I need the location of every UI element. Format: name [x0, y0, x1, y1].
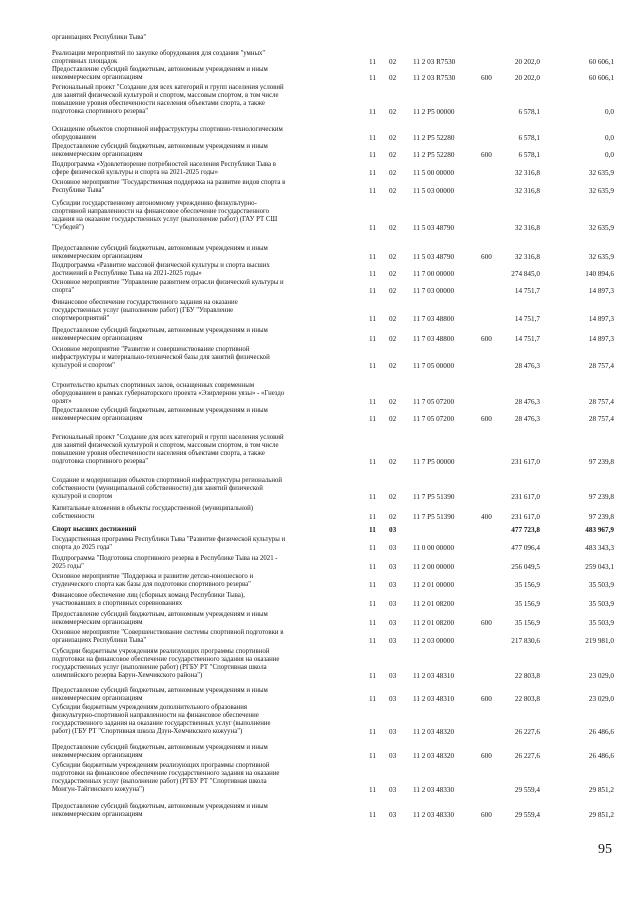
vid-raskhodov-cell: 600 [481, 811, 492, 819]
razdel-cell: 11 [369, 74, 376, 82]
page-number: 95 [598, 842, 612, 857]
amount-year-1-cell: 29 559,4 [514, 786, 540, 794]
tselevaya-statya-cell: 11 2 01 08200 [413, 600, 455, 608]
amount-year-1-cell: 35 156,9 [514, 619, 540, 627]
tselevaya-statya-cell: 11 7 05 07200 [413, 398, 455, 406]
row-description: Предоставление субсидий бюджетным, автономным учреждениям и иным некоммерческим организациям [52, 611, 268, 626]
amount-year-1-cell: 217 830,6 [511, 637, 540, 645]
podrazdel-cell: 02 [389, 270, 397, 278]
amount-year-2-cell: 32 635,9 [588, 187, 614, 195]
amount-year-1-cell: 14 751,7 [514, 315, 540, 323]
amount-year-2-cell: 29 851,2 [588, 811, 614, 819]
amount-year-2-cell: 219 981,0 [585, 637, 614, 645]
tselevaya-statya-cell: 11 5 03 48790 [413, 253, 455, 261]
tselevaya-statya-cell: 11 2 01 00000 [413, 581, 455, 589]
podrazdel-cell: 02 [389, 398, 397, 406]
amount-year-1-cell: 26 227,6 [514, 752, 540, 760]
tselevaya-statya-cell: 11 2 00 00000 [413, 563, 455, 571]
amount-year-2-cell: 32 635,9 [588, 169, 614, 177]
row-description: Субсидии бюджетным учреждениям реализующих программы спортивной подготовки на финансовое обеспечение государственного задания на оказание государственных услуг (выполнение работ) (РГБУ РТ "Спортивная школа Монгун-Тайгинского кожууна") [52, 762, 280, 793]
razdel-cell: 11 [369, 415, 376, 423]
tselevaya-statya-cell: 11 2 03 48310 [413, 672, 455, 680]
razdel-cell: 11 [369, 513, 376, 521]
podrazdel-cell: 03 [389, 811, 397, 819]
razdel-cell: 11 [369, 752, 376, 760]
razdel-cell: 11 [369, 811, 376, 819]
amount-year-1-cell: 6 578,1 [518, 151, 540, 159]
tselevaya-statya-cell: 11 2 03 48310 [413, 695, 455, 703]
tselevaya-statya-cell: 11 7 P5 51390 [413, 513, 455, 521]
amount-year-1-cell: 274 845,0 [511, 270, 540, 278]
amount-year-2-cell: 35 503,9 [588, 600, 614, 608]
podrazdel-cell: 02 [389, 224, 397, 232]
row-description: Предоставление субсидий бюджетным, автономным учреждениям и иным некоммерческим организациям [52, 687, 268, 702]
tselevaya-statya-cell: 11 2 P5 52280 [413, 134, 455, 142]
razdel-cell: 11 [369, 108, 376, 116]
podrazdel-cell: 02 [389, 74, 397, 82]
amount-year-2-cell: 259 043,1 [585, 563, 614, 571]
razdel-cell: 11 [369, 786, 376, 794]
razdel-cell: 11 [369, 728, 376, 736]
amount-year-2-cell: 32 635,9 [588, 253, 614, 261]
amount-year-1-cell: 32 316,8 [514, 187, 540, 195]
row-description: Создание и модернизация объектов спортивной инфраструктуры региональной собственности (муниципальной собственности) для занятий физической культурой и спортом [52, 477, 283, 500]
podrazdel-cell: 03 [389, 728, 397, 736]
podrazdel-cell: 03 [389, 637, 397, 645]
amount-year-1-cell: 32 316,8 [514, 224, 540, 232]
row-description: Подпрограмма «Развитие массовой физической культуры и спорта высших достижений в Республике Тыва на 2021-2025 годы» [52, 262, 270, 277]
row-description: Основное мероприятие "Совершенствование системы спортивной подготовки в организациях Республики Тыва" [52, 629, 284, 644]
amount-year-2-cell: 483 967,9 [585, 526, 614, 534]
row-description: Финансовое обеспечение государственного задания на оказание государственных услуг (выполнение работ) (ГБУ "Управление спортмероприятий" [52, 299, 238, 322]
amount-year-2-cell: 28 757,4 [588, 362, 614, 370]
tselevaya-statya-cell: 11 7 03 00000 [413, 287, 455, 295]
amount-year-1-cell: 29 559,4 [514, 811, 540, 819]
razdel-cell: 11 [369, 187, 376, 195]
razdel-cell: 11 [369, 224, 376, 232]
amount-year-1-cell: 22 803,8 [514, 695, 540, 703]
tselevaya-statya-cell: 11 2 P5 00000 [413, 108, 455, 116]
row-description: Предоставление субсидий бюджетным, автономным учреждениям и иным некоммерческим организациям [52, 327, 268, 342]
podrazdel-cell: 03 [389, 786, 397, 794]
razdel-cell: 11 [369, 544, 376, 552]
vid-raskhodov-cell: 600 [481, 74, 492, 82]
row-description: Предоставление субсидий бюджетным, автономным учреждениям и иным некоммерческим организациям [52, 744, 268, 759]
podrazdel-cell: 02 [389, 169, 397, 177]
vid-raskhodov-cell: 600 [481, 253, 492, 261]
row-description: Основное мероприятие "Поддержка и развитие детско-юношеского и студенческого спорта как базы для подготовки спортивного резерва" [52, 573, 254, 588]
podrazdel-cell: 02 [389, 187, 397, 195]
amount-year-2-cell: 35 503,9 [588, 581, 614, 589]
amount-year-1-cell: 477 723,8 [511, 526, 540, 534]
amount-year-2-cell: 26 486,6 [588, 728, 614, 736]
amount-year-1-cell: 28 476,3 [514, 415, 540, 423]
amount-year-1-cell: 14 751,7 [514, 335, 540, 343]
podrazdel-cell: 02 [389, 415, 397, 423]
amount-year-2-cell: 28 757,4 [588, 415, 614, 423]
amount-year-2-cell: 28 757,4 [588, 398, 614, 406]
podrazdel-cell: 03 [389, 672, 397, 680]
amount-year-1-cell: 28 476,3 [514, 362, 540, 370]
podrazdel-cell: 02 [389, 287, 397, 295]
amount-year-2-cell: 140 894,6 [585, 270, 614, 278]
amount-year-2-cell: 14 897,3 [588, 335, 614, 343]
podrazdel-cell: 03 [389, 695, 397, 703]
tselevaya-statya-cell: 11 5 03 00000 [413, 187, 455, 195]
amount-year-1-cell: 6 578,1 [518, 134, 540, 142]
podrazdel-cell: 02 [389, 315, 397, 323]
row-description: организациях Республики Тыва" [52, 34, 147, 41]
vid-raskhodov-cell: 400 [481, 513, 492, 521]
amount-year-1-cell: 20 202,0 [514, 74, 540, 82]
razdel-cell: 11 [369, 315, 376, 323]
amount-year-2-cell: 0,0 [605, 134, 614, 142]
row-description: Субсидии бюджетным учреждениям реализующих программы спортивной подготовки на финансовое обеспечение государственного задания на оказание государственных услуг (выполнение работ) (РГБУ РТ "Спортивная школа олимпийского резерва Барун-Хемчикского района") [52, 648, 280, 679]
vid-raskhodov-cell: 600 [481, 151, 492, 159]
razdel-cell: 11 [369, 619, 376, 627]
podrazdel-cell: 02 [389, 458, 397, 466]
amount-year-2-cell: 32 635,9 [588, 224, 614, 232]
row-description: Государственная программа Республики Тыва "Развитие физической культуры и спорта до 2025 года" [52, 536, 286, 551]
razdel-cell: 11 [369, 335, 376, 343]
tselevaya-statya-cell: 11 2 03 R7530 [413, 58, 456, 66]
amount-year-2-cell: 97 239,8 [588, 493, 614, 501]
podrazdel-cell: 02 [389, 253, 397, 261]
podrazdel-cell: 02 [389, 493, 397, 501]
row-description: Строительство крытых спортивных залов, оснащенных современным оборудованием в рамках губернаторского проекта «Эзирлернин уязы» - «Гнездо орлят» [52, 382, 285, 405]
amount-year-2-cell: 14 897,3 [588, 287, 614, 295]
razdel-cell: 11 [369, 169, 376, 177]
amount-year-2-cell: 483 343,3 [585, 544, 614, 552]
amount-year-2-cell: 26 486,6 [588, 752, 614, 760]
amount-year-2-cell: 97 239,8 [588, 458, 614, 466]
razdel-cell: 11 [369, 458, 376, 466]
amount-year-2-cell: 29 851,2 [588, 786, 614, 794]
tselevaya-statya-cell: 11 7 03 48800 [413, 335, 455, 343]
tselevaya-statya-cell: 11 2 03 48320 [413, 752, 455, 760]
podrazdel-cell: 03 [389, 619, 397, 627]
tselevaya-statya-cell: 11 2 03 00000 [413, 637, 455, 645]
amount-year-1-cell: 14 751,7 [514, 287, 540, 295]
razdel-cell: 11 [369, 526, 376, 534]
amount-year-2-cell: 23 029,0 [588, 672, 614, 680]
amount-year-2-cell: 14 897,3 [588, 315, 614, 323]
podrazdel-cell: 03 [389, 581, 397, 589]
razdel-cell: 11 [369, 134, 376, 142]
podrazdel-cell: 02 [389, 134, 397, 142]
podrazdel-cell: 03 [389, 600, 397, 608]
razdel-cell: 11 [369, 493, 376, 501]
amount-year-1-cell: 35 156,9 [514, 581, 540, 589]
podrazdel-cell: 03 [389, 752, 397, 760]
row-description: Основное мероприятие "Развитие и совершенствование спортивной инфраструктуры и материально-технической базы для занятий физической культурой и спортом" [52, 346, 270, 369]
row-description: Предоставление субсидий бюджетным, автономным учреждениям и иным некоммерческим организациям [52, 143, 268, 158]
razdel-cell: 11 [369, 672, 376, 680]
tselevaya-statya-cell: 11 2 P5 52280 [413, 151, 455, 159]
amount-year-1-cell: 26 227,6 [514, 728, 540, 736]
amount-year-1-cell: 35 156,9 [514, 600, 540, 608]
amount-year-2-cell: 23 029,0 [588, 695, 614, 703]
amount-year-1-cell: 256 049,5 [511, 563, 540, 571]
tselevaya-statya-cell: 11 7 00 00000 [413, 270, 455, 278]
vid-raskhodov-cell: 600 [481, 415, 492, 423]
podrazdel-cell: 02 [389, 58, 397, 66]
row-description: Финансовое обеспечение лиц (сборных команд Республики Тыва), участвовавших в спортивных соревнованиях [52, 592, 245, 607]
amount-year-1-cell: 231 617,0 [511, 513, 540, 521]
podrazdel-cell: 02 [389, 513, 397, 521]
row-description: Оснащение объектов спортивной инфраструктуры спортивно-технологическим оборудованием [52, 126, 283, 141]
tselevaya-statya-cell: 11 7 P5 00000 [413, 458, 455, 466]
vid-raskhodov-cell: 600 [481, 695, 492, 703]
podrazdel-cell: 03 [389, 526, 397, 534]
tselevaya-statya-cell: 11 2 03 48330 [413, 811, 455, 819]
razdel-cell: 11 [369, 695, 376, 703]
razdel-cell: 11 [369, 151, 376, 159]
tselevaya-statya-cell: 11 5 00 00000 [413, 169, 455, 177]
vid-raskhodov-cell: 600 [481, 752, 492, 760]
amount-year-1-cell: 477 096,4 [511, 544, 540, 552]
podrazdel-cell: 02 [389, 108, 397, 116]
razdel-cell: 11 [369, 270, 376, 278]
razdel-cell: 11 [369, 362, 376, 370]
tselevaya-statya-cell: 11 7 05 07200 [413, 415, 455, 423]
tselevaya-statya-cell: 11 2 01 08200 [413, 619, 455, 627]
podrazdel-cell: 02 [389, 335, 397, 343]
row-description: Подпрограмма «Удовлетворение потребностей населения Республики Тыва в сфере физической культуры и спорта на 2021-2025 годы» [52, 161, 276, 176]
amount-year-1-cell: 231 617,0 [511, 493, 540, 501]
row-description: Подпрограмма "Подготовка спортивного резерва в Республике Тыва на 2021 - 2025 годы" [52, 555, 278, 570]
tselevaya-statya-cell: 11 0 00 00000 [413, 544, 455, 552]
amount-year-2-cell: 0,0 [605, 108, 614, 116]
row-description: Предоставление субсидий бюджетным, автономным учреждениям и иным некоммерческим организациям [52, 245, 268, 260]
razdel-cell: 11 [369, 58, 376, 66]
razdel-cell: 11 [369, 287, 376, 295]
tselevaya-statya-cell: 11 2 03 48330 [413, 786, 455, 794]
razdel-cell: 11 [369, 563, 376, 571]
amount-year-1-cell: 6 578,1 [518, 108, 540, 116]
tselevaya-statya-cell: 11 7 05 00000 [413, 362, 455, 370]
amount-year-1-cell: 231 617,0 [511, 458, 540, 466]
row-description: Региональный проект "Создание для всех категорий и групп населения условий для занятий физической культурой и спортом, массовым спортом, в том числе повышение уровня обеспеченности населения объектами спорта, а также подготовка спортивного резерва" [52, 434, 284, 465]
amount-year-1-cell: 28 476,3 [514, 398, 540, 406]
tselevaya-statya-cell: 11 7 P5 51390 [413, 493, 455, 501]
row-description: Субсидии бюджетным учреждениям дополнительного образования физкультурно-спортивной направленности на финансовое обеспечение государственного задания на оказание государственных услуг (выполнение работ) (ГБУ РТ "Спортивная школа Дзун-Хемчикского кожууна") [52, 704, 271, 735]
vid-raskhodov-cell: 600 [481, 619, 492, 627]
razdel-cell: 11 [369, 253, 376, 261]
amount-year-2-cell: 35 503,9 [588, 619, 614, 627]
amount-year-1-cell: 32 316,8 [514, 253, 540, 261]
razdel-cell: 11 [369, 398, 376, 406]
vid-raskhodov-cell: 600 [481, 335, 492, 343]
row-description: Региональный проект "Создание для всех категорий и групп населения условий для занятий физической культурой и спортом, массовым спортом, в том числе повышение уровня обеспеченности населения объектами спорта, а также подготовка спортивного резерва" [52, 84, 284, 115]
row-description: Реализации мероприятий по закупке оборудования для создания "умных" спортивных площадок [52, 50, 266, 65]
row-description: Капитальные вложения в объекты государственной (муниципальной) собственности [52, 505, 254, 520]
amount-year-2-cell: 60 606,1 [588, 58, 614, 66]
tselevaya-statya-cell: 11 5 03 48790 [413, 224, 455, 232]
row-description: Основное мероприятие "Управление развитием отрасли физической культуры и спорта" [52, 279, 284, 294]
tselevaya-statya-cell: 11 7 03 48800 [413, 315, 455, 323]
row-description: Предоставление субсидий бюджетным, автономным учреждениям и иным некоммерческим организациям [52, 66, 268, 81]
amount-year-1-cell: 20 202,0 [514, 58, 540, 66]
razdel-cell: 11 [369, 581, 376, 589]
amount-year-1-cell: 32 316,8 [514, 169, 540, 177]
row-description: Субсидии государственному автономному учреждению физкультурно- спортивной направленности на финансовое обеспечение государственного задания на оказание государственных услуг (выполнение работ) (ГАУ РТ СШ "Субедей") [52, 200, 278, 231]
amount-year-1-cell: 22 803,8 [514, 672, 540, 680]
razdel-cell: 11 [369, 600, 376, 608]
tselevaya-statya-cell: 11 2 03 R7530 [413, 74, 456, 82]
tselevaya-statya-cell: 11 2 03 48320 [413, 728, 455, 736]
row-description: Спорт высших достижений [52, 526, 137, 533]
podrazdel-cell: 02 [389, 151, 397, 159]
amount-year-2-cell: 0,0 [605, 151, 614, 159]
amount-year-2-cell: 60 606,1 [588, 74, 614, 82]
row-description: Предоставление субсидий бюджетным, автономным учреждениям и иным некоммерческим организациям [52, 407, 268, 422]
row-description: Основное мероприятие "Государственная поддержка на развитие видов спорта в Республике Тыва" [52, 179, 286, 194]
podrazdel-cell: 03 [389, 544, 397, 552]
podrazdel-cell: 02 [389, 362, 397, 370]
row-description: Предоставление субсидий бюджетным, автономным учреждениям и иным некоммерческим организациям [52, 803, 268, 818]
amount-year-2-cell: 97 239,8 [588, 513, 614, 521]
podrazdel-cell: 03 [389, 563, 397, 571]
razdel-cell: 11 [369, 637, 376, 645]
